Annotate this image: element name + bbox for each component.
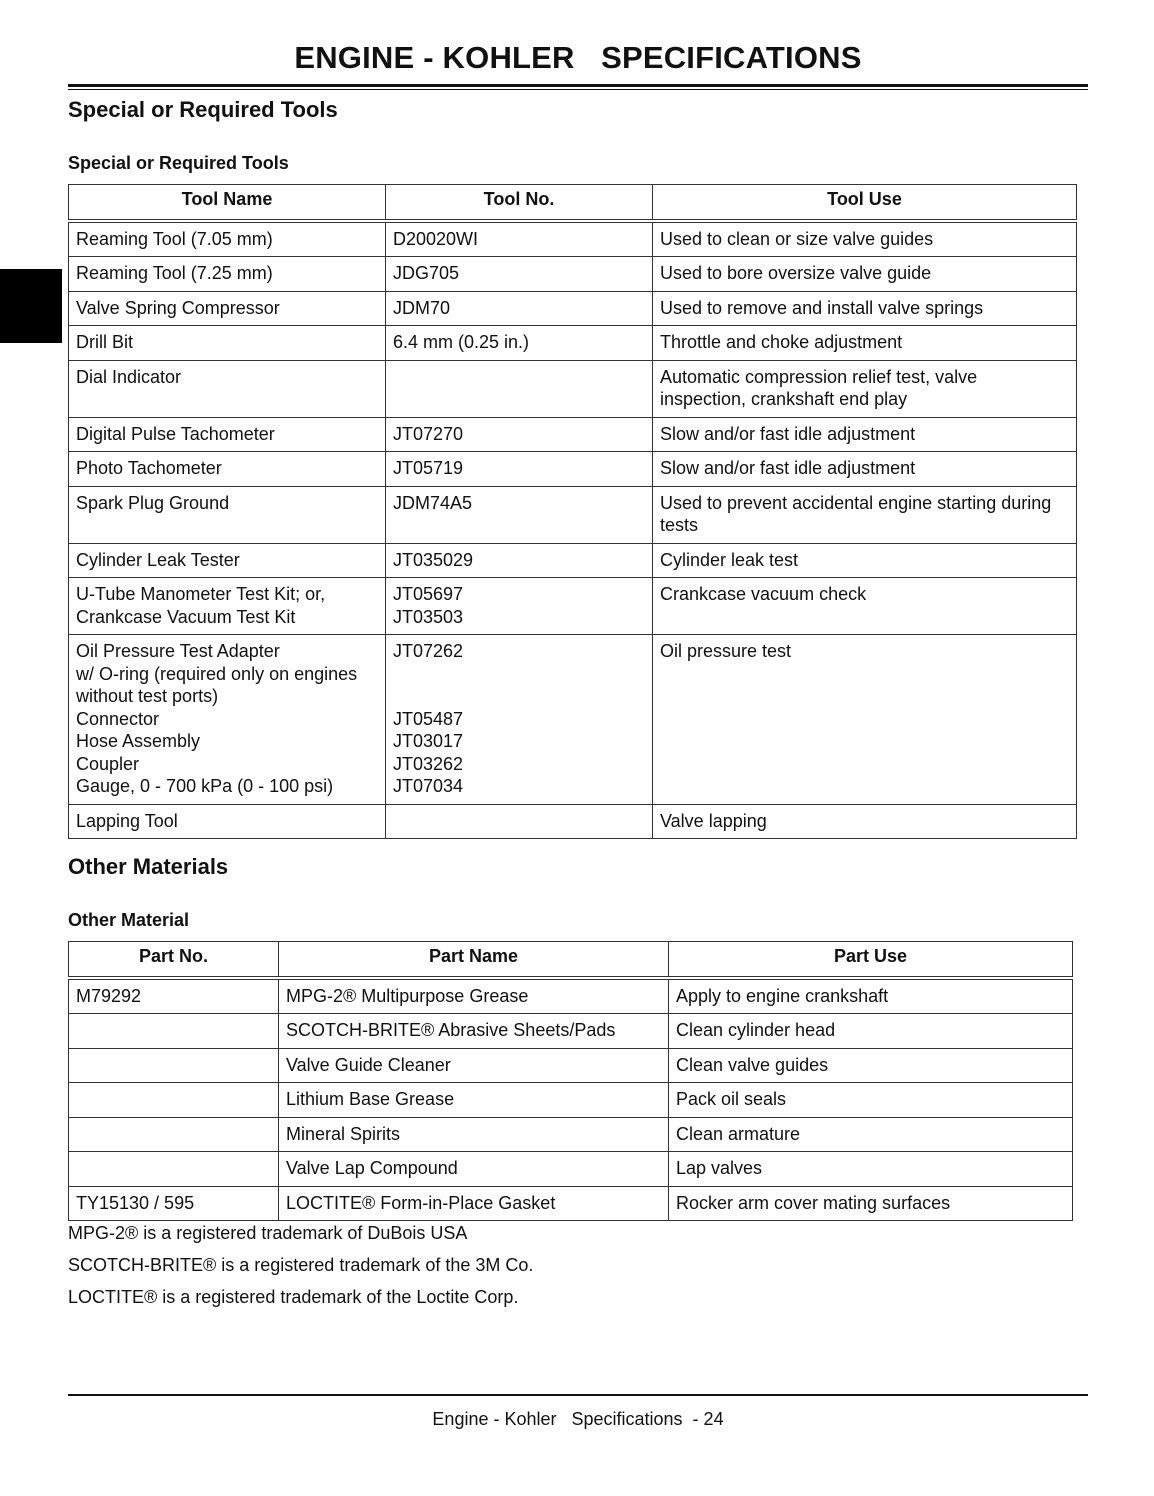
tool-name: Photo Tachometer [69,452,386,487]
tool-number: 6.4 mm (0.25 in.) [386,326,653,361]
part-name: MPG-2® Multipurpose Grease [279,978,669,1014]
column-header: Part Name [279,942,669,978]
part-name: LOCTITE® Form-in-Place Gasket [279,1186,669,1221]
table-row [69,360,1077,417]
tool-use: Used to remove and install valve springs [653,291,1077,326]
tool-number [386,360,653,417]
part-name: Mineral Spirits [279,1117,669,1152]
part-number [69,1014,279,1049]
tool-name: Cylinder Leak Tester [69,543,386,578]
trademark-note: LOCTITE® is a registered trademark of the Loctite Corp. [68,1287,519,1307]
table-title-materials: Other Material [68,910,190,930]
header-rule-thin [68,89,1088,90]
section-heading-tools: Special or Required Tools [68,97,338,122]
page-title: ENGINE - KOHLER SPECIFICATIONS [294,40,862,75]
part-use: Clean armature [669,1117,1073,1152]
tool-use: Used to prevent accidental engine starting during tests [653,486,1077,543]
table-row [69,417,1077,452]
tool-number: JT035029 [386,543,653,578]
part-name: Valve Guide Cleaner [279,1048,669,1083]
section-tab-marker [0,269,62,343]
table-row [69,1117,1073,1152]
table-row [69,1186,1073,1221]
table-row [69,635,1077,805]
tool-use: Slow and/or fast idle adjustment [653,452,1077,487]
tool-number: JT05697 JT03503 [386,578,653,635]
tool-use: Automatic compression relief test, valve inspection, crankshaft end play [653,360,1077,417]
materials-table-header [69,942,1073,978]
column-header: Tool Name [69,185,386,221]
part-use: Rocker arm cover mating surfaces [669,1186,1073,1221]
part-use: Apply to engine crankshaft [669,978,1073,1014]
materials-table [68,941,1073,1221]
tool-name: Digital Pulse Tachometer [69,417,386,452]
tool-name: Spark Plug Ground [69,486,386,543]
tool-use: Used to bore oversize valve guide [653,257,1077,292]
table-row [69,291,1077,326]
tool-use: Oil pressure test [653,635,1077,805]
table-row [69,1014,1073,1049]
part-use: Pack oil seals [669,1083,1073,1118]
part-number [69,1048,279,1083]
table-row [69,257,1077,292]
tools-table [68,184,1077,839]
table-row [69,452,1077,487]
tools-table-header [69,185,1077,221]
tool-use: Valve lapping [653,804,1077,839]
part-number [69,1117,279,1152]
table-row [69,978,1073,1014]
part-name: Valve Lap Compound [279,1152,669,1187]
tool-number: JDG705 [386,257,653,292]
table-row [69,1152,1073,1187]
tool-number: JT05719 [386,452,653,487]
tool-number [386,804,653,839]
section-heading-materials: Other Materials [68,854,229,879]
tool-use: Slow and/or fast idle adjustment [653,417,1077,452]
part-number [69,1083,279,1118]
tool-use: Crankcase vacuum check [653,578,1077,635]
tool-name: Reaming Tool (7.05 mm) [69,221,386,257]
part-use: Lap valves [669,1152,1073,1187]
tool-number: JDM70 [386,291,653,326]
tool-use: Used to clean or size valve guides [653,221,1077,257]
part-number [69,1152,279,1187]
table-row [69,326,1077,361]
table-row [69,486,1077,543]
page-footer: Engine - Kohler Specifications - 24 [432,1409,724,1429]
header-rule-thick [68,84,1088,87]
part-number: M79292 [69,978,279,1014]
table-row [69,1083,1073,1118]
trademark-note: MPG-2® is a registered trademark of DuBois USA [68,1223,468,1243]
table-row [69,804,1077,839]
tool-name: U-Tube Manometer Test Kit; or, Crankcase Vacuum Test Kit [69,578,386,635]
tool-number: D20020WI [386,221,653,257]
part-number: TY15130 / 595 [69,1186,279,1221]
tool-use: Throttle and choke adjustment [653,326,1077,361]
table-row [69,543,1077,578]
column-header: Tool No. [386,185,653,221]
column-header: Part Use [669,942,1073,978]
part-name: Lithium Base Grease [279,1083,669,1118]
table-row [69,578,1077,635]
tool-name: Drill Bit [69,326,386,361]
trademark-note: SCOTCH-BRITE® is a registered trademark of the 3M Co. [68,1255,534,1275]
tool-number: JT07270 [386,417,653,452]
tool-name: Oil Pressure Test Adapter w/ O-ring (required only on engines without test ports) Connector Hose Assembly Coupler Gauge, 0 - 700 kPa (0 - 100 psi) [69,635,386,805]
tool-number: JDM74A5 [386,486,653,543]
tool-name: Valve Spring Compressor [69,291,386,326]
table-title-tools: Special or Required Tools [68,153,289,173]
tool-name: Reaming Tool (7.25 mm) [69,257,386,292]
table-row [69,221,1077,257]
part-name: SCOTCH-BRITE® Abrasive Sheets/Pads [279,1014,669,1049]
table-row [69,1048,1073,1083]
tool-name: Dial Indicator [69,360,386,417]
part-use: Clean cylinder head [669,1014,1073,1049]
footer-rule [68,1394,1088,1396]
column-header: Tool Use [653,185,1077,221]
tool-number: JT07262 JT05487 JT03017 JT03262 JT07034 [386,635,653,805]
column-header: Part No. [69,942,279,978]
tool-name: Lapping Tool [69,804,386,839]
tool-use: Cylinder leak test [653,543,1077,578]
part-use: Clean valve guides [669,1048,1073,1083]
